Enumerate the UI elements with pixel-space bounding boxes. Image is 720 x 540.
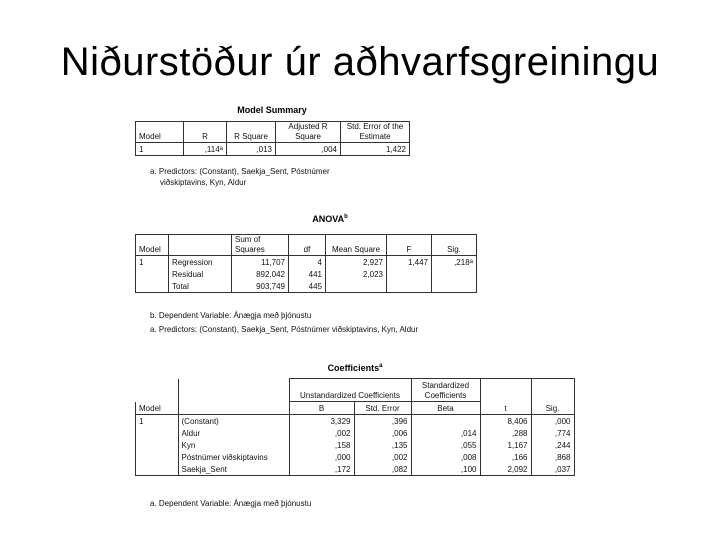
coefficients-cell-sig: ,037 xyxy=(531,463,574,476)
anova-cell-model: 1 xyxy=(136,256,169,269)
anova-row-total xyxy=(136,280,477,293)
coefficients-cell-label: Póstnúmer viðskiptavins xyxy=(178,451,289,463)
model-summary-cell-r-square: ,013 xyxy=(227,143,276,156)
model-summary-header-std-error: Std. Error of the Estimate xyxy=(341,122,410,143)
anova-cell-f xyxy=(387,280,432,293)
model-summary-row xyxy=(136,143,410,156)
coefficients-cell-beta: ,055 xyxy=(411,439,480,451)
model-summary-header-row xyxy=(136,122,410,143)
anova-header-f: F xyxy=(387,235,432,256)
coefficients-header-empty xyxy=(178,379,289,402)
anova-cell-ms: 2,927 xyxy=(326,256,387,269)
anova-cell-ss: 892,042 xyxy=(232,268,289,280)
model-summary-header-model: Model xyxy=(136,122,184,143)
model-summary-header-r-square: R Square xyxy=(227,122,276,143)
anova-cell-df: 4 xyxy=(289,256,326,269)
model-summary-cell-std-error: 1,422 xyxy=(341,143,410,156)
coefficients-cell-label: Aldur xyxy=(178,427,289,439)
coefficients-header-sig: Sig. xyxy=(531,402,574,415)
coefficients-cell-beta: ,100 xyxy=(411,463,480,476)
coefficients-header-row-2 xyxy=(136,402,575,415)
coefficients-cell-model xyxy=(136,451,179,463)
anova-row-regression xyxy=(136,256,477,269)
anova-header-mean-square: Mean Square xyxy=(326,235,387,256)
model-summary-note xyxy=(150,166,330,188)
anova-cell-ms: 2,023 xyxy=(326,268,387,280)
anova-note-a: a. Predictors: (Constant), Saekja_Sent, Póstnúmer viðskiptavins, Kyn, Aldur xyxy=(150,325,419,334)
anova-cell-sig xyxy=(432,268,477,280)
coefficients-header-empty xyxy=(480,379,531,402)
coefficients-table xyxy=(135,378,575,476)
coefficients-row-saekja-sent xyxy=(136,463,575,476)
coefficients-cell-t: 2,092 xyxy=(480,463,531,476)
coefficients-row-aldur xyxy=(136,427,575,439)
coefficients-cell-b: ,172 xyxy=(289,463,354,476)
model-summary-header-adj-r-square: Adjusted R Square xyxy=(276,122,341,143)
coefficients-header-t: t xyxy=(480,402,531,415)
anova-cell-label: Residual xyxy=(169,268,232,280)
anova-cell-ss: 903,749 xyxy=(232,280,289,293)
anova-header-model: Model xyxy=(136,235,169,256)
coefficients-cell-beta: ,008 xyxy=(411,451,480,463)
anova-header-df: df xyxy=(289,235,326,256)
anova-header-row xyxy=(136,235,477,256)
coefficients-note: a. Dependent Variable: Ánægja með þjónustu xyxy=(150,499,312,508)
anova-sig-value: ,218 xyxy=(454,258,470,267)
coefficients-cell-b: ,002 xyxy=(289,427,354,439)
model-summary-cell-adj-r-square: ,004 xyxy=(276,143,341,156)
anova-header-blank xyxy=(169,235,232,256)
anova-cell-sig xyxy=(432,280,477,293)
coefficients-cell-std-error: ,082 xyxy=(354,463,411,476)
coefficients-cell-sig: ,868 xyxy=(531,451,574,463)
model-summary-header-r: R xyxy=(184,122,227,143)
coefficients-caption-sup: a xyxy=(379,363,383,369)
coefficients-cell-t: 1,167 xyxy=(480,439,531,451)
coefficients-cell-model xyxy=(136,463,179,476)
coefficients-header-empty xyxy=(531,379,574,402)
coefficients-row-postnumer xyxy=(136,451,575,463)
anova-cell-f xyxy=(387,268,432,280)
coefficients-cell-t: ,288 xyxy=(480,427,531,439)
anova-cell-df: 445 xyxy=(289,280,326,293)
coefficients-header-empty xyxy=(136,379,179,402)
coefficients-cell-beta: ,014 xyxy=(411,427,480,439)
coefficients-caption-text: Coefficients xyxy=(327,363,380,373)
coefficients-header-b: B xyxy=(289,402,354,415)
anova-cell-model xyxy=(136,280,169,293)
anova-sig-sup: a xyxy=(469,259,473,265)
coefficients-cell-std-error: ,006 xyxy=(354,427,411,439)
anova-cell-ms xyxy=(326,280,387,293)
model-summary-caption xyxy=(200,105,344,115)
coefficients-row-kyn xyxy=(136,439,575,451)
anova-table xyxy=(135,234,477,293)
coefficients-cell-std-error: ,396 xyxy=(354,415,411,428)
anova-cell-ss: 11,707 xyxy=(232,256,289,269)
coefficients-cell-model: 1 xyxy=(136,415,179,428)
coefficients-header-model: Model xyxy=(136,402,179,415)
model-summary-table xyxy=(135,121,410,156)
anova-row-residual xyxy=(136,268,477,280)
coefficients-cell-sig: ,000 xyxy=(531,415,574,428)
coefficients-header-std-error: Std. Error xyxy=(354,402,411,415)
coefficients-header-std: Standardized Coefficients xyxy=(411,379,480,402)
model-summary-caption-text: Model Summary xyxy=(237,105,307,115)
slide-title: Niðurstöður úr aðhvarfsgreiningu xyxy=(60,40,660,84)
coefficients-caption xyxy=(310,363,400,373)
model-summary-cell-model: 1 xyxy=(136,143,184,156)
coefficients-cell-label: (Constant) xyxy=(178,415,289,428)
coefficients-cell-sig: ,244 xyxy=(531,439,574,451)
anova-cell-model xyxy=(136,268,169,280)
anova-cell-sig xyxy=(432,256,477,269)
coefficients-row-constant xyxy=(136,415,575,428)
coefficients-cell-model xyxy=(136,427,179,439)
coefficients-cell-sig: ,774 xyxy=(531,427,574,439)
anova-caption-text: ANOVA xyxy=(312,214,345,224)
anova-header-sum-of-squares: Sum of Squares xyxy=(232,235,289,256)
coefficients-cell-b: 3,329 xyxy=(289,415,354,428)
model-summary-r-value: ,114 xyxy=(204,145,220,154)
anova-cell-label: Total xyxy=(169,280,232,293)
anova-note-b: b. Dependent Variable: Ánægja með þjónustu xyxy=(150,311,312,320)
coefficients-cell-t: ,166 xyxy=(480,451,531,463)
anova-caption-sup: b xyxy=(344,214,348,220)
coefficients-header-unstd: Unstandardized Coefficients xyxy=(289,379,411,402)
coefficients-cell-std-error: ,002 xyxy=(354,451,411,463)
anova-cell-label: Regression xyxy=(169,256,232,269)
model-summary-note-line2: viðskiptavins, Kyn, Aldur xyxy=(160,178,247,187)
coefficients-header-blank xyxy=(178,402,289,415)
coefficients-header-row-1 xyxy=(136,379,575,402)
coefficients-header-beta: Beta xyxy=(411,402,480,415)
anova-notes xyxy=(150,310,418,335)
anova-header-sig: Sig. xyxy=(432,235,477,256)
model-summary-note-line1: a. Predictors: (Constant), Saekja_Sent, Póstnúmer xyxy=(150,167,330,176)
coefficients-cell-t: 8,406 xyxy=(480,415,531,428)
coefficients-cell-label: Saekja_Sent xyxy=(178,463,289,476)
coefficients-cell-b: ,158 xyxy=(289,439,354,451)
anova-caption xyxy=(300,214,360,224)
anova-cell-df: 441 xyxy=(289,268,326,280)
coefficients-cell-model xyxy=(136,439,179,451)
coefficients-cell-std-error: ,135 xyxy=(354,439,411,451)
coefficients-cell-beta xyxy=(411,415,480,428)
coefficients-cell-label: Kyn xyxy=(178,439,289,451)
model-summary-cell-r xyxy=(184,143,227,156)
model-summary-r-sup: a xyxy=(219,146,223,152)
anova-cell-f: 1,447 xyxy=(387,256,432,269)
coefficients-cell-b: ,000 xyxy=(289,451,354,463)
